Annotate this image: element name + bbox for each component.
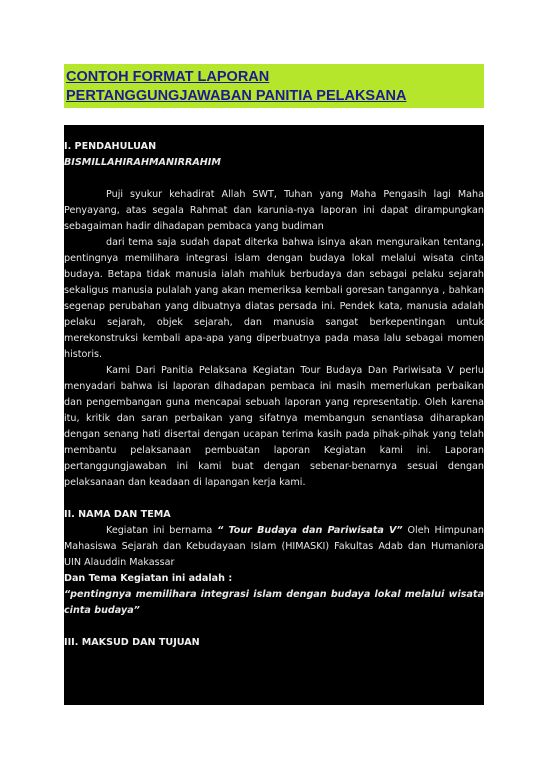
theme-label: Dan Tema Kegiatan ini adalah : (64, 573, 233, 584)
spacer (64, 491, 484, 507)
paragraph-nama-kegiatan (64, 523, 484, 571)
paragraph-intro-2: dari tema saja sudah dapat diterka bahwa isinya akan menguraikan tentang, pentingnya memilihara integrasi islam dengan budaya lokal melalui wisata cinta budaya. Betapa tidak manusia ialah mahluk berbudaya dan sebagai pelaku sejarah sekaligus manusia pulalah yang akan memeriksa kembali goresan tangannya , bahkan segenap perubahan yang dibuatnya diatas persada ini. Pendek kata, manusia adalah pelaku sejarah, objek sejarah, dan manusia sangat berkepentingan untuk merekonstruksi kembali apa-apa yang diperbuatnya pada masa lalu sebagai momen historis. (64, 237, 484, 360)
section-heading-maksud-tujuan: III. MAKSUD DAN TUJUAN (64, 637, 200, 648)
paragraph-intro-1: Puji syukur kehadirat Allah SWT, Tuhan yang Maha Pengasih lagi Maha Penyayang, atas segala Rahmat dan karunia-nya laporan ini dapat dirampungkan sebagaiman hadir dihadapan pembaca yang budiman (64, 189, 484, 232)
section-heading-pendahuluan: I. PENDAHULUAN (64, 141, 157, 152)
section-subheading-bismillah: BISMILLAHIRAHMANIRRAHIM (64, 157, 221, 168)
document-title-line-2: PERTANGGUNGJAWABAN PANITIA PELAKSANA (66, 88, 407, 104)
paragraph-nama-prefix: Kegiatan ini bernama (106, 525, 218, 536)
paragraph-intro-3: Kami Dari Panitia Pelaksana Kegiatan Tour Budaya Dan Pariwisata V perlu menyadari bahwa isi laporan dihadapan pembaca ini masih memerlukan perbaikan dan pengembangan guna mencapai sebuah laporan yang representatip. Oleh karena itu, kritik dan saran perbaikan yang sifatnya membangun senantiasa diharapkan dengan senang hati disertai dengan ucapan terima kasih pada pihak-pihak yang telah membantu pelaksanaan pembuatan laporan Kegiatan kami ini. Laporan pertanggungjawaban ini kami buat dengan sebenar-benarnya sesuai dengan pelaksanaan dan keadaan di lapangan kerja kami. (64, 365, 484, 488)
document-body (64, 125, 484, 705)
document-title-line-1: CONTOH FORMAT LAPORAN (66, 69, 270, 85)
spacer (64, 171, 484, 187)
section-heading-nama-tema: II. NAMA DAN TEMA (64, 509, 171, 520)
document-title-banner (64, 64, 484, 108)
theme-text: “pentingnya memilihara integrasi islam dengan budaya lokal melalui wisata cinta budaya” (64, 589, 484, 616)
paragraph-nama-suffix: Oleh Himpunan Mahasiswa Sejarah dan Kebudayaan Islam (HIMASKI) Fakultas Adab dan Humaniora UIN Alauddin Makassar (64, 525, 484, 568)
event-name: “ Tour Budaya dan Pariwisata V” (217, 525, 403, 536)
spacer (64, 619, 484, 635)
